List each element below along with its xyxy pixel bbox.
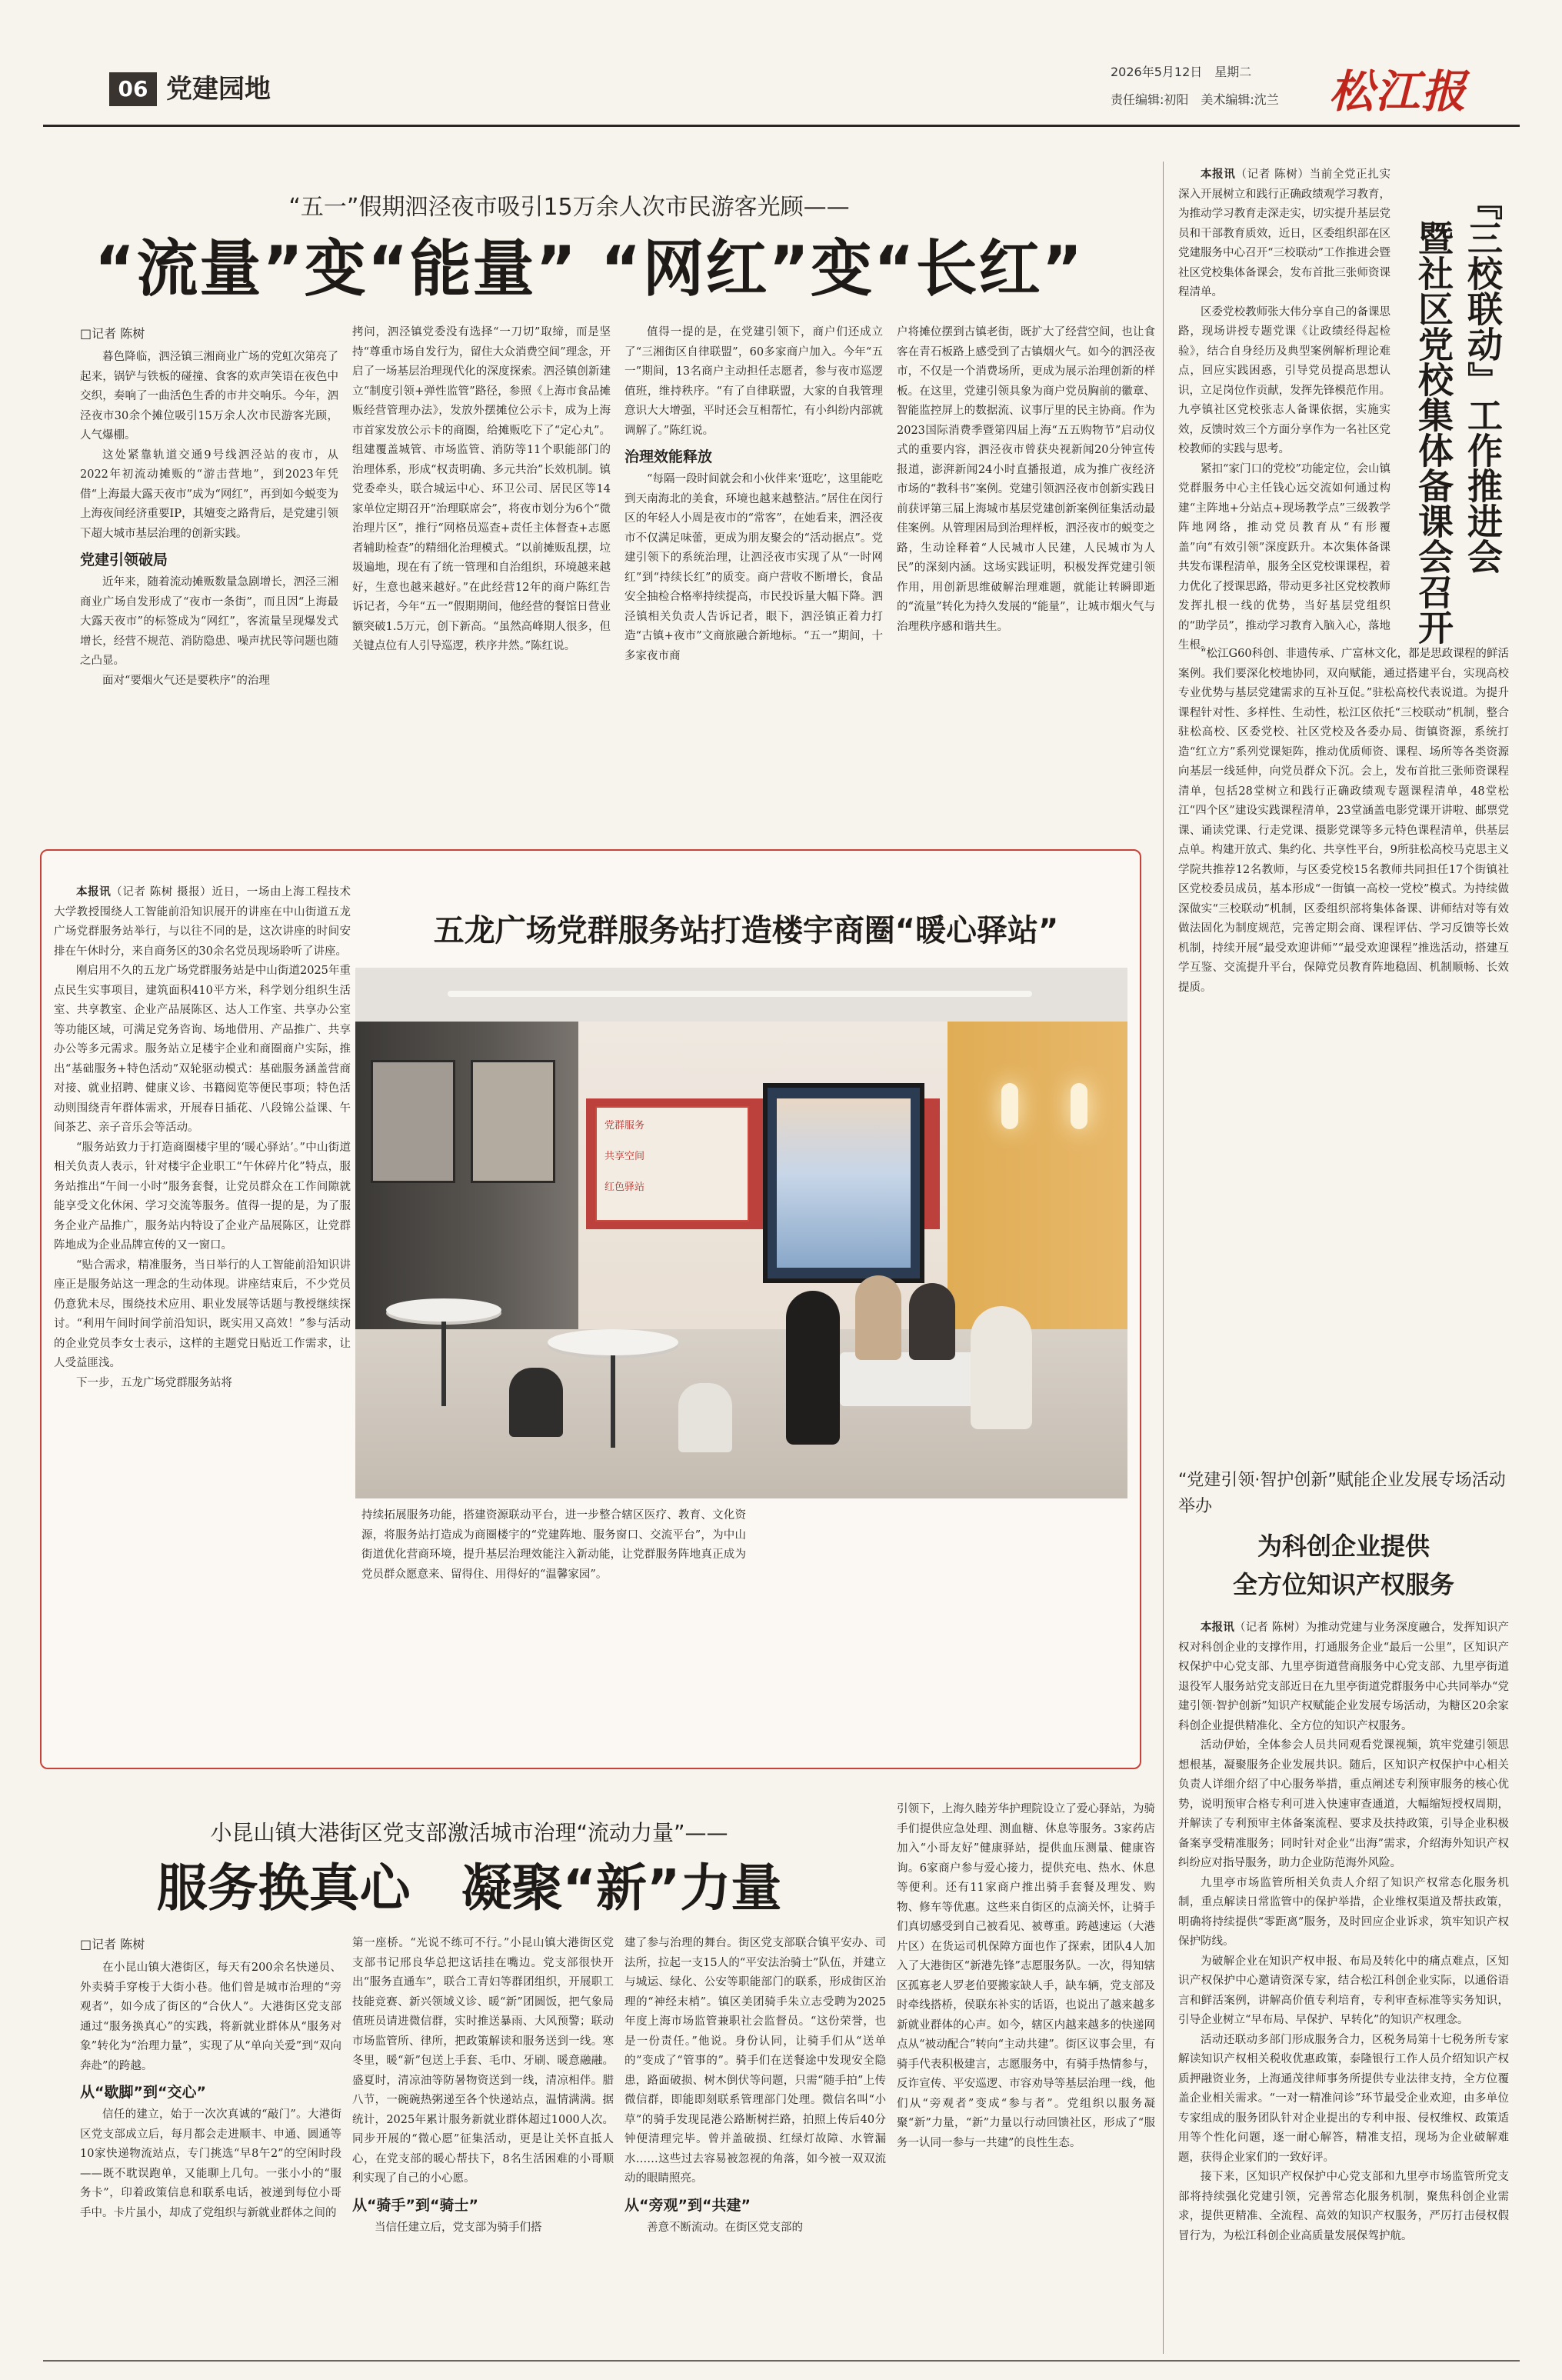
photo-ceiling-light (448, 991, 1032, 997)
lead-text: （记者 陈树）为推动党建与业务深度融合，发挥知识产权对科创企业的支撑作用，打通服务企业“最后一公里”，区知识产权保护中心党支部、九里亭街道营商服务中心党支部、九里亭街道退役军人服务站党支部近日在九里亭街道党群服务中心共同举办“党建引领·智护创新”知识产权赋能企业发展专场活动，为糖区20余家科创企业提供精准化、全方位的知识产权服务。 (1178, 1622, 1510, 1732)
lead-col-4 (897, 323, 1155, 831)
bottom-subheading-1: 从“歇脚”到“交心” (80, 2084, 206, 2101)
issue-date (1111, 62, 1251, 83)
photo-person (855, 1275, 901, 1360)
paragraph: “贴合需求，精准服务，当日举行的人工智能前沿知识讲座正是服务站这一理念的生动体现。讲座结束后，不少党员仍意犹未尽，围绕技术应用、职业发展等话题与教授继续探讨。“利用午间时间学前沿知识，既实用又高效！”参与活动的企业党员李女士表示，这样的主题党日贴近工作需求，让人受益匪浅。 (54, 1258, 351, 1369)
paragraph: 接下来，区知识产权保护中心党支部和九里亭市场监管所党支部将持续强化党建引领，完善常态化服务机制，聚焦科创企业需求，提供更精准、全流程、高效的知识产权服务，严厉打击侵权假冒行为，为松江科创企业高质量发展保驾护航。 (1178, 2171, 1509, 2242)
photo-wall-frame (371, 1060, 455, 1183)
bottom-subheading-3: 从“旁观”到“共建” (624, 2196, 751, 2214)
paragraph: 在小昆山镇大港街区，每天有200余名快递员、外卖骑手穿梭于大街小巷。他们曾是城市治理的“旁观者”，如今成了街区的“合伙人”。大港街区党支部通过“服务换真心”的实践，将新就业群体从“服务对象”转化为“治理力量”，实现了从“单向关爱”到“双向奔赴”的跨越。 (80, 1962, 341, 2072)
lead-kicker: “五一”假期泗泾夜市吸引15万余人次市民游客光顾—— (288, 194, 850, 221)
photo-table-leg (611, 1355, 615, 1448)
right-bottom-title-line-1: 为科创企业提供 (1257, 1532, 1430, 1561)
right-bottom-kicker: “党建引领·智护创新”赋能企业发展专场活动举办 (1178, 1471, 1506, 1516)
paragraph: 区委党校教师张大伟分享自己的备课思路，现场讲授专题党课《让政绩经得起检验》，结合自身经历及典型案例解析理论难点，回应实践困惑，引导党员提高思想认识，立足岗位作贡献，发挥先锋模范作用。九亭镇社区党校张志人备课依据，实施实效，反馈时效三个方面分享作为一名社区党校教师的实践与思考。 (1178, 305, 1390, 455)
right-top-title-line-2: 暨社区党校集体备课会召开 (1413, 220, 1454, 645)
paragraph (1178, 1618, 1509, 1736)
paragraph (1178, 165, 1390, 303)
lead-text: （记者 陈树 摄报）近日，一场由上海工程技术大学教授围绕人工智能前沿知识展开的讲座在中山街道五龙广场党群服务站举行，与以往不同的是，这次讲座的时间安排在午休时分，来自商务区的30余名党员现场聆听了讲座。 (54, 886, 351, 958)
paragraph: “松江G60科创、非遗传承、广富林文化，都是思政课程的鲜活案例。我们要深化校地协同，双向赋能，通过搭建平台，实现高校专业优势与基层党建需求的互补互促。”驻松高校代表说道。为提升课程针对性、多样性、生动性，松江区依托“三校联动”机制，整合驻松高校、区委党校、社区党校及各委办局、街镇资源，系统打造“红立方”系列党课矩阵，推动优质师资、课程、场所等各类资源向基层一线延伸，向党员群众下沉。会上，发布首批三张师资课程清单，包括28堂树立和践行正确政绩观专题课程清单，48堂松江“四个区”建设实践课程清单，23堂涵盖电影党课开讲啦、邮票党课、诵读党课、行走党课、摄影党课等多元特色课程清单，供基层点单。构建开放式、集约化、共享性平台，9所驻松高校马克思主义学院共推荐12名教师，与区委党校15名教师共同担任17个街镇社区党校委员成员，基本形成“一街镇一高校一党校”模式。为持续做深做实“三校联动”机制，区委组织部将集体备课、讲师结对等有效做法固化为制度规范，完善定期会商、课程评估、学习反馈等长效机制，持续开展“最受欢迎讲师”“最受欢迎课程”推选活动，搭建互学互鉴、交流提升平台，保障党员教育阵地稳固、机制顺畅、长效提质。 (1178, 648, 1509, 994)
photo-person (786, 1291, 840, 1445)
board-label: 党群服务 (604, 1120, 645, 1132)
masthead-rule (43, 125, 1520, 127)
photo-chair (509, 1368, 563, 1437)
editors-line: 责任编辑:初阳 美术编辑:沈兰 (1111, 92, 1279, 107)
paragraph: 紧扣“家门口的党校”功能定位，会山镇党群服务中心主任钱心远交流如何通过构建“主阵地+分站点+现场教学点”三级教学阵地网络，推动党员教育从“有形覆盖”向“有效引领”深度跃升。本次集体备课共发布课程清单，服务全区党校课课程，着力优化了授课思路，带动更多社区党校教师发挥扎根一线的优势，当好基层党组织的“助学员”，推动学习教育入脑入心，落地生根。 (1178, 462, 1390, 652)
page-number: 06 (118, 76, 148, 102)
bottom-rule (43, 2360, 1520, 2362)
right-bottom-col (1178, 1618, 1509, 2357)
lead-col-3 (624, 323, 883, 831)
bottom-kicker: 小昆山镇大港街区党支部激活城市治理“流动力量”—— (210, 1820, 728, 1845)
photo-person (909, 1283, 955, 1360)
paragraph: 为破解企业在知识产权申报、布局及转化中的痛点难点，区知识产权保护中心邀请资深专家，结合松江科创企业实际，以通俗语言和鲜活案例，讲解高价值专利培育，专利审查标准等实务知识，引导企业树立“早布局、早保护、早转化”的知识产权理念。 (1178, 1955, 1509, 2026)
paragraph: 信任的建立，始于一次次真诚的“敲门”。大港街区党支部成立后，每月都会走进顺丰、申通、圆通等10家快递物流站点，专门挑选“早8午2”的空闲时段——既不耽误跑单，又能聊上几句。一张小小的“服务卡”，印着政策信息和联系电话，被递到每位小哥手中。卡片虽小，却成了党组织与新就业群体之间的 (80, 2108, 341, 2219)
bottom-col-2 (352, 1934, 614, 2357)
paragraph: 刚启用不久的五龙广场党群服务站是中山街道2025年重点民生实事项目，建筑面积410平方米，科学划分组织生活室、共享教室、企业产品展陈区、达人工作室、共享办公室等功能区域，可满足党务咨询、场地借用、产品推广、共享办公等多元需求。服务站立足楼宇企业和商圈商户实际，推出“基础服务+特色活动”双轮驱动模式：基础服务涵盖营商对接、就业招聘、健康义诊、书籍阅览等便民事项；特色活动则围绕青年群体需求，开展春日插花、八段锦公益课、午间茶艺、亲子音乐会等活动。 (54, 965, 351, 1134)
paragraph: 值得一提的是，在党建引领下，商户们还成立了“三湘街区自律联盟”，60多家商户加入。今年“五一”期间，13名商户主动担任志愿者，参与夜市巡逻值班，维持秩序。“有了自律联盟，大家的自我管理意识大大增强，平时还会互相帮忙，有小纠纷内部就调解了。”陈红说。 (624, 326, 883, 437)
photo-person (971, 1306, 1032, 1429)
paragraph: 这处紧靠轨道交通9号线泗泾站的夜市，从2022年初流动摊贩的“游击营地”，到2023年凭借“上海最大露天夜市”成为“网红”，再到如今蜕变为上海夜间经济重要IP，其嬗变之路背后，是党建引领下超大城市基层治理的创新实践。 (80, 448, 338, 540)
photo-wall-lamp (1001, 1083, 1018, 1129)
lead-title: “流量”变“能量” “网红”变“长红” (94, 233, 1084, 305)
paragraph: 善意不断流动。在街区党支部的 (647, 2221, 803, 2234)
lead-text: （记者 陈树）当前全党正扎实深入开展树立和践行正确政绩观学习教育，为推动学习教育走深走实，切实提升基层党员和干部教育质效，近日，区委组织部在区党建服务中心召开“三校联动”工作推进会暨社区党校集体备课会，发布首批三张师资课程清单。 (1178, 168, 1391, 298)
feature-title: 五龙广场党群服务站打造楼宇商圈“暖心驿站” (433, 913, 1059, 948)
feature-photo (355, 968, 1127, 1498)
photo-table (548, 1329, 678, 1355)
paragraph: 近年来，随着流动摊贩数量急剧增长，泗泾三湘商业广场自发形成了“夜市一条街”，而且因“上海最大露天夜市”的标签成为“网红”，客流量呈现爆发式增长，经营不规范、消防隐患、噪声扰民等问题也随之凸显。 (80, 576, 338, 667)
paragraph: 第一座桥。“光说不练可不行。”小昆山镇大港街区党支部书记邢良华总把这话挂在嘴边。党支部很快开出“服务直通车”，联合工青妇等群团组织，开展职工技能竞赛、新兴领域义诊、暖“新”团圆饭，把气象局值班员请进微信群，实时推送暴雨、大风预警；联动市场监管所、律所，把政策解读和服务送到一线。寒冬里，暖“新”包送上手套、毛巾、牙刷、暖意融融。盛夏时，清凉油等防暑物资送到一线，清凉相伴。腊八节，一碗碗热粥递至各个快递站点，温情满满。据统计，2025年累计服务新就业群体超过1000人次。同步开展的“微心愿”征集活动，更是让关怀直抵人心，在党支部的暖心帮扶下，8名生活困难的小哥顺利实现了自己的小心愿。 (352, 1937, 614, 2185)
photo-chair (678, 1383, 732, 1452)
paragraph: 建了参与治理的舞台。街区党支部联合镇平安办、司法所，拉起一支15人的“平安法治骑士”队伍，并建立与城运、绿化、公安等职能部门的联系，形成街区治理的“神经末梢”。镇区美团骑手朱立志受聘为2025年度上海市场监管兼职社会监督员。“这份荣誉，也是一份责任。”他说。身份认同，让骑手们从“送单的”变成了“管事的”。骑手们在送餐途中发现安全隐患，路面破损、树木倒伏等问题，只需“随手拍”上传微信群，即能即刻联系管理部门处理。微信名叫“小草”的骑手发现昆港公路断树拦路，拍照上传后40分钟便清理完毕。曾并盖破损、红绿灯故障、水管漏水……这些过去容易被忽视的角落，如今被一双双流动的眼睛照亮。 (624, 1937, 886, 2185)
feature-col-left (54, 883, 351, 1752)
lead-subheading-1: 党建引领破局 (80, 552, 168, 568)
right-top-title (1406, 185, 1506, 677)
photo-table (386, 1298, 501, 1322)
right-top-col-lead (1178, 165, 1391, 652)
paragraph: 引领下，上海久睦芳华护理院设立了爱心驿站，为骑手们提供应急处理、测血糖、休息等服务。3家药店加入“小哥友好”健康驿站，提供血压测量、健康咨询。6家商户参与爱心接力，提供充电、热水、休息等便利。还有11家商户推出骑手套餐及理发、购物、修车等优惠。这些来自街区的点滴关怀，让骑手们真切感受到自己被看见、被尊重。跨越速运（大港片区）在货运司机保障方面也作了探索，团队4人加入了大港街区“新港先锋”志愿服务队。一次，得知辖区孤寡老人罗老伯要搬家缺人手，缺车辆，党支部及时牵线搭桥，侯联东补实的话语，也说出了越来越多新就业群体的心声。如今，辖区内越来越多的快递网点从“被动配合”转向“主动共建”。街区议事会里，有骑手代表积极建言，志愿服务中，有骑手热情参与，反诈宣传、平安巡逻、市容劝导等基层治理一线，他们从“旁观者”变成“参与者”。党组织以服务凝聚“新”力量，“新”力量以行动回馈社区，形成了“服务一认同一参与一共建”的良性生态。 (897, 1803, 1155, 2149)
paragraph: 当信任建立后，党支部为骑手们搭 (375, 2221, 542, 2234)
lead-label: 本报讯 (1201, 168, 1236, 181)
lead-label: 本报讯 (76, 886, 112, 898)
paragraph: 户将摊位摆到古镇老街，既扩大了经营空间，也让食客在青石板路上感受到了古镇烟火气。如今的泗泾夜市，不仅是一个消费场所，更成为展示治理创新的样板。在这里，党建引领具象为商户党员胸前的徽章、智能监控屏上的数据流、议事厅里的民主协商。作为2023国际消费季暨第四届上海“五五购物节”启动仪式的重要内容，泗泾夜市曾获央视新闻20分钟宣传报道，澎湃新闻24小时直播报道，成为推广夜经济市场的“教科书”案例。党建引领泗泾夜市创新实践日前获评第三届上海城市基层党建创新案例征集活动最佳案例。从管理困局到治理样板，泗泾夜市的蜕变之路，生动诠释着“人民城市人民建，人民城市为人民”的深刻内涵。这场实践证明，积极发挥党建引领作用，用创新思维破解治理难题，就能让转瞬即逝的“流量”转化为持久发展的“能量”，让城市烟火气与治理秩序感和谐共生。 (897, 326, 1155, 633)
feature-col-caption (361, 1506, 746, 1760)
paragraph: 活动伊始，全体参会人员共同观看党课视频，筑牢党建引领思想根基，凝聚服务企业发展共识。随后，区知识产权保护中心相关负责人详细介绍了中心服务举措，重点阐述专利预审服务的核心优势，说明预审合格专利可进入快速审查通道，大幅缩短授权周期，并解读了专利预审主体备案流程、要求及扶持政策，引导企业积极备案享受精准服务；同时针对企业“出海”需求，介绍海外知识产权纠纷应对指导服务，助力企业防范海外风险。 (1178, 1739, 1509, 1869)
right-top-title-line-1: 『三校联动』工作推进会 (1462, 185, 1504, 574)
lead-col-2 (352, 323, 611, 831)
board-label: 红色驿站 (604, 1182, 645, 1193)
photo-board (595, 1106, 749, 1222)
paragraph: 面对“要烟火气还是要秩序”的治理 (102, 674, 270, 687)
photo-wall-lamp (1071, 1083, 1087, 1129)
photo-screen-content (777, 1098, 911, 1268)
paragraph (54, 883, 351, 962)
photo-table-leg (441, 1322, 446, 1406)
weekday-text: 星期二 (1214, 65, 1252, 79)
bottom-col-1 (80, 1934, 341, 2357)
date-text: 2026年5月12日 (1111, 65, 1203, 79)
column-divider (1163, 162, 1164, 2354)
right-top-col-main (1178, 645, 1509, 1458)
page-number-badge (109, 72, 157, 106)
board-label: 共享空间 (604, 1151, 645, 1162)
paragraph: 拷问，泗泾镇党委没有选择“一刀切”取缔，而是坚持“尊重市场自发行为，留住大众消费空间”理念，开启了一场基层治理现代化的深度探索。泗泾镇创新建立“制度引领+弹性监管”路径，参照《上海市食品摊贩经营管理办法》，发放外摆摊位公示卡，成为上海市首家发放公示卡的商圈，给摊贩吃下了“定心丸”。组建覆盖城管、市场监管、消防等11个职能部门的治理体系，形成“权责明确、多元共治”长效机制。镇党委牵头，联合城运中心、环卫公司、居民区等14家单位定期召开“治理联席会”，将夜市划分为6个“微治理片区”，推行“网格员巡查+责任主体督查+志愿者辅助检查”的精细化治理模式。“以前摊贩乱摆，垃圾遍地，现在有了统一管理和自治组织，环境越来越好，生意也越来越好。”在此经营12年的商户陈红告诉记者，今年“五一”假期期间，他经营的餐馆日营业额突破1.5万元，创下新高。“虽然高峰期人很多，但关键点位有人引导巡逻，秩序井然。”陈红说。 (352, 326, 611, 652)
bottom-col-4 (897, 1800, 1155, 2357)
paragraph: 持续拓展服务功能，搭建资源联动平台，进一步整合辖区医疗、教育、文化资源，将服务站打造成为商圈楼宇的“党建阵地、服务窗口、交流平台”，为中山街道优化营商环境，提升基层治理效能注入新动能，让党群服务阵地真正成为党员群众愿意来、留得住、用得好的“温馨家园”。 (361, 1509, 746, 1581)
paragraph: 下一步，五龙广场党群服务站将 (76, 1376, 232, 1389)
photo-right-wall (948, 1022, 1127, 1345)
photo-wall-frame (471, 1060, 555, 1183)
bottom-subheading-2: 从“骑手”到“骑士” (352, 2196, 478, 2214)
section-name: 党建园地 (166, 74, 271, 105)
bottom-byline: □记者 陈树 (80, 1937, 145, 1952)
lead-label: 本报讯 (1201, 1622, 1235, 1634)
bottom-title: 服务换真心 凝聚“新”力量 (156, 1858, 782, 1918)
right-bottom-title-line-2: 全方位知识产权服务 (1232, 1570, 1454, 1599)
paragraph: 活动还联动多部门形成服务合力，区税务局第十七税务所专家解读知识产权相关税收优惠政策，泰隆银行工作人员介绍知识产权质押融资业务，上海通茂律师事务所提供专业法律支持，全方位覆盖企业相关需求。“一对一精准问诊”环节最受企业欢迎，由多单位专家组成的服务团队针对企业提出的专利申报、侵权维权、政策适用等个性化问题，逐一耐心解答，精准支招，现场为企业破解难题，获得企业家们的一致好评。 (1178, 2033, 1509, 2164)
masthead (43, 62, 1520, 123)
lead-col-1 (80, 323, 338, 831)
paragraph: 九里亭市场监管所相关负责人介绍了知识产权常态化服务机制，重点解读日常监管中的保护举措，企业维权渠道及帮扶政策，明确将持续提供“零距离”服务，及时回应企业诉求，筑牢知识产权保护防线。 (1178, 1876, 1509, 1948)
paragraph: “服务站致力于打造商圈楼宇里的‘暖心驿站’。”中山街道相关负责人表示，针对楼宇企业职工“午休碎片化”特点，服务站推出“午间一小时”服务套餐，让党员群众在工作间隙就能享受文化休闲、学习交流等服务。值得一提的是，为了服务企业产品推广，服务站内特设了企业产品展陈区，让党群阵地成为企业品牌宣传的又一窗口。 (54, 1141, 351, 1252)
paragraph: “每隔一段时间就会和小伙伴来‘逛吃’，这里能吃到天南海北的美食，环境也越来越整洁。”居住在闵行区的年轻人小周是夜市的“常客”，在她看来，泗泾夜市不仅满足味蕾，更成为朋友聚会的“活动据点”。党建引领下的系统治理，让泗泾夜市实现了从“一时网红”到“持续长红”的质变。商户营收不断增长，食品安全抽检合格率持续提高，市民投诉量大幅下降。泗泾镇相关负责人告诉记者，眼下，泗泾镇正着力打造“古镇+夜市”文商旅融合新地标。“五一”期间，十多家夜市商 (624, 473, 883, 662)
newspaper-logo: 松江报 (1329, 65, 1468, 118)
bottom-col-3 (624, 1934, 886, 2357)
paragraph: 暮色降临，泗泾镇三湘商业广场的党虹次第亮了起来，锅铲与铁板的碰撞、食客的欢声笑语在夜色中交织，奏响了一曲活色生香的市井交响乐。今年，泗泾夜市30余个摊位吸引15万余人次市民游客光顾，人气爆棚。 (80, 351, 338, 442)
lead-subheading-2: 治理效能释放 (624, 448, 713, 465)
lead-byline: □记者 陈树 (80, 326, 145, 341)
